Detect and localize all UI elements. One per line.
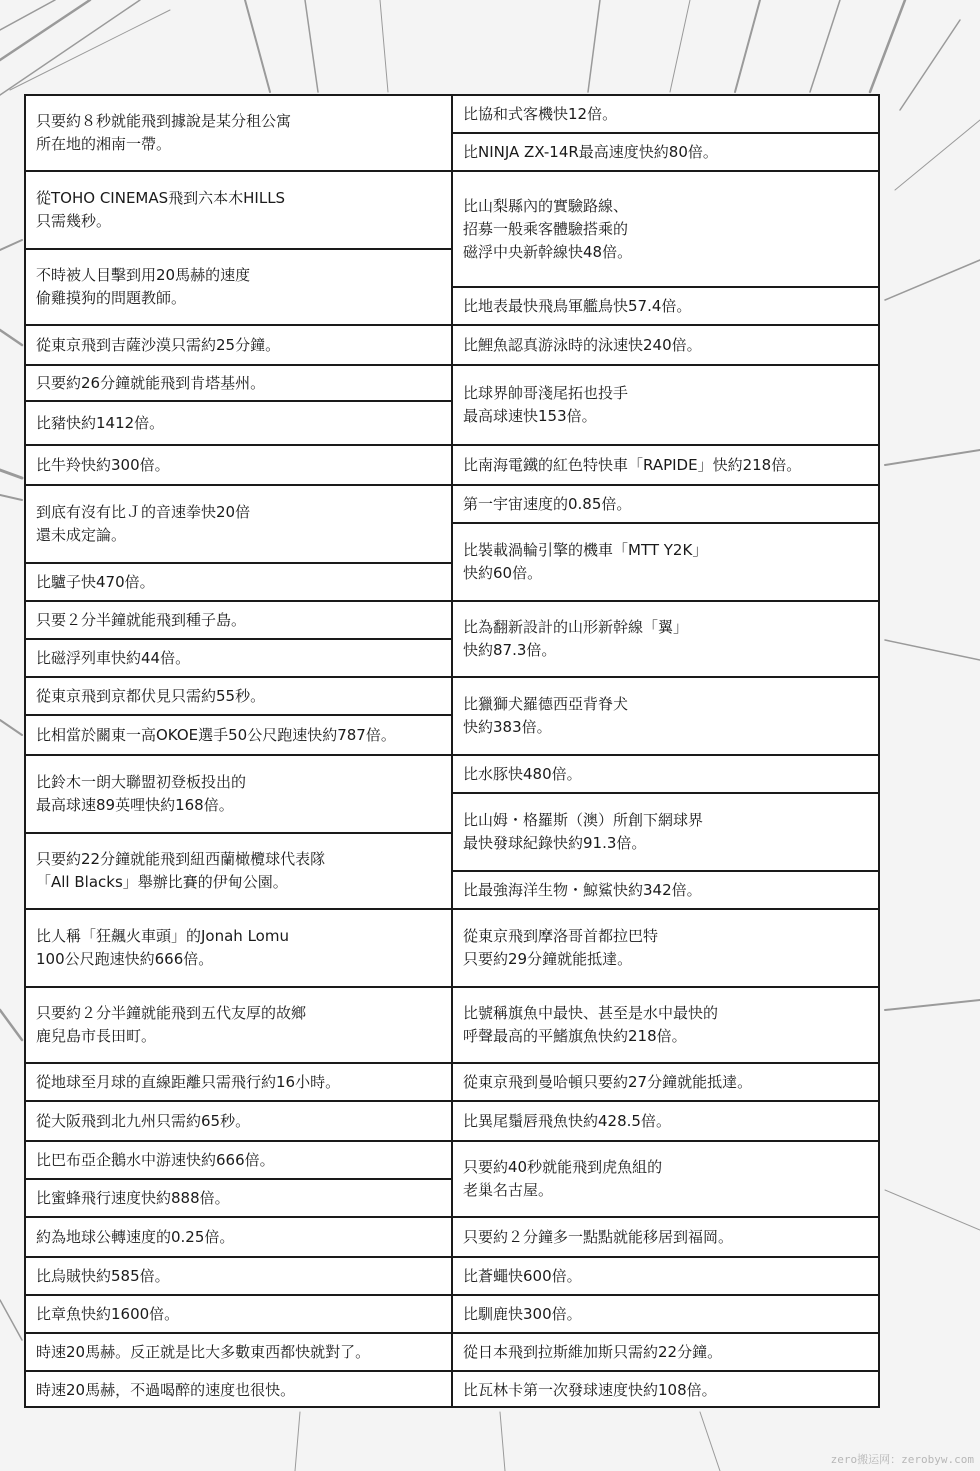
right-column — [451, 94, 880, 1408]
table-cell: 比水豚快480倍。 — [453, 756, 878, 794]
table-cell: 只要約26分鐘就能飛到肯塔基州。 — [26, 366, 451, 402]
table-cell: 比異尾鬚唇飛魚快約428.5倍。 — [453, 1102, 878, 1142]
speed-comparison-table — [24, 94, 880, 1408]
left-column — [24, 94, 453, 1408]
table-cell: 從大阪飛到北九州只需約65秒。 — [26, 1102, 451, 1142]
table-cell: 比章魚快約1600倍。 — [26, 1296, 451, 1334]
table-cell: 時速20馬赫。反正就是比大多數東西都快就對了。 — [26, 1334, 451, 1372]
watermark: zero搬运网：zerobyw.com — [830, 1453, 974, 1466]
table-cell: 比NINJA ZX-14R最高速度快約80倍。 — [453, 134, 878, 172]
table-cell: 從東京飛到曼哈頓只要約27分鐘就能抵達。 — [453, 1064, 878, 1102]
table-cell: 比號稱旗魚中最快、甚至是水中最快的 呼聲最高的平鰭旗魚快約218倍。 — [453, 988, 878, 1064]
table-cell: 比為翻新設計的山形新幹線「翼」 快約87.3倍。 — [453, 602, 878, 678]
table-cell: 只要約２分半鐘就能飛到五代友厚的故鄉 鹿兒島市長田町。 — [26, 988, 451, 1064]
table-cell: 從TOHO CINEMAS飛到六本木HILLS 只需幾秒。 — [26, 172, 451, 250]
table-cell: 比烏賊快約585倍。 — [26, 1258, 451, 1296]
table-cell: 第一宇宙速度的0.85倍。 — [453, 486, 878, 524]
table-cell: 比相當於關東一高OKOE選手50公尺跑速快約787倍。 — [26, 716, 451, 756]
table-cell: 比獵獅犬羅德西亞背脊犬 快約383倍。 — [453, 678, 878, 756]
table-cell: 比巴布亞企鵝水中游速快約666倍。 — [26, 1142, 451, 1180]
table-cell: 從東京飛到京都伏見只需約55秒。 — [26, 678, 451, 716]
table-cell: 約為地球公轉速度的0.25倍。 — [26, 1218, 451, 1258]
table-cell: 從東京飛到摩洛哥首都拉巴特 只要約29分鐘就能抵達。 — [453, 910, 878, 988]
table-cell: 比裝載渦輪引擎的機車「MTT Y2K」 快約60倍。 — [453, 524, 878, 602]
table-cell: 只要２分半鐘就能飛到種子島。 — [26, 602, 451, 640]
table-cell: 比山姆・格羅斯（澳）所創下網球界 最快發球紀錄快約91.3倍。 — [453, 794, 878, 872]
table-cell: 不時被人目擊到用20馬赫的速度 偷雞摸狗的問題教師。 — [26, 250, 451, 326]
table-cell: 比牛羚快約300倍。 — [26, 446, 451, 486]
table-cell: 只要約８秒就能飛到據說是某分租公寓 所在地的湘南一帶。 — [26, 96, 451, 172]
table-cell: 從日本飛到拉斯維加斯只需約22分鐘。 — [453, 1334, 878, 1372]
table-cell: 比瓦林卡第一次發球速度快約108倍。 — [463, 1380, 717, 1399]
table-cell: 比蒼蠅快600倍。 — [453, 1258, 878, 1296]
table-cell: 比鈴木一朗大聯盟初登板投出的 最高球速89英哩快約168倍。 — [26, 756, 451, 834]
table-cell: 只要約２分鐘多一點點就能移居到福岡。 — [453, 1218, 878, 1258]
table-cell: 從地球至月球的直線距離只需飛行約16小時。 — [26, 1064, 451, 1102]
table-cell: 比南海電鐵的紅色特快車「RAPIDE」快約218倍。 — [453, 446, 878, 486]
table-cell: 只要約22分鐘就能飛到紐西蘭橄欖球代表隊 「All Blacks」舉辦比賽的伊甸公園。 — [26, 834, 451, 910]
table-cell: 比球界帥哥淺尾拓也投手 最高球速快153倍。 — [453, 366, 878, 446]
table-cell: 比最強海洋生物・鯨鯊快約342倍。 — [453, 872, 878, 910]
table-cell: 只要約40秒就能飛到虎魚組的 老巢名古屋。 — [453, 1142, 878, 1218]
table-cell: 時速20馬赫，不過喝醉的速度也很快。 — [36, 1380, 296, 1399]
table-cell: 比地表最快飛鳥軍艦鳥快57.4倍。 — [453, 288, 878, 326]
table-cell: 到底有沒有比Ｊ的音速拳快20倍 還未成定論。 — [26, 486, 451, 564]
table-cell: 比馴鹿快300倍。 — [453, 1296, 878, 1334]
table-cell: 比蜜蜂飛行速度快約888倍。 — [26, 1180, 451, 1218]
table-cell: 比豬快約1412倍。 — [26, 402, 451, 446]
table-cell: 比驢子快470倍。 — [26, 564, 451, 602]
table-cell: 比鯉魚認真游泳時的泳速快240倍。 — [453, 326, 878, 366]
table-cell: 比人稱「狂飆火車頭」的Jonah Lomu 100公尺跑速快約666倍。 — [26, 910, 451, 988]
table-cell: 比協和式客機快12倍。 — [453, 96, 878, 134]
table-cell: 比磁浮列車快約44倍。 — [26, 640, 451, 678]
table-cell: 從東京飛到吉薩沙漠只需約25分鐘。 — [26, 326, 451, 366]
table-cell: 比山梨縣內的實驗路線、 招募一般乘客體驗搭乘的 磁浮中央新幹線快48倍。 — [453, 172, 878, 288]
